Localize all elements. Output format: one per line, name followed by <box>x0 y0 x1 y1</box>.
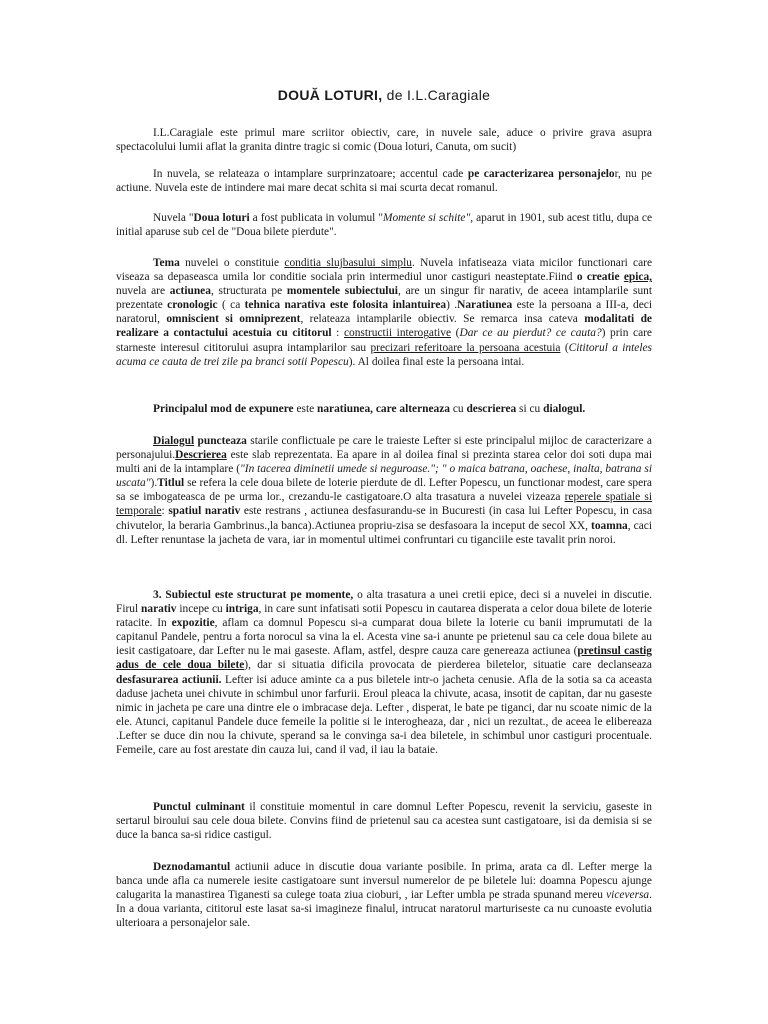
paragraph-dialogul <box>116 434 652 547</box>
text: , relateaza intamplarile obiectiv. Se remarca insa cateva <box>300 313 585 326</box>
text: incepe cu <box>176 603 226 616</box>
text: r, nu pe actiune. Nuvela este de intindere mai mare decat schita si mai scurta decat romanul. <box>116 168 652 195</box>
text-bold: naratiunea, care alterneaza <box>317 403 450 415</box>
paragraph-publicare <box>116 211 652 239</box>
text: , caci dl. Lefter renuntase la jacheta de vara, iar in momentul ultimei confruntari cu tiganciile este tavalit prin noroi. <box>116 519 653 546</box>
text: : <box>331 327 344 340</box>
text: actiunii aduce in discutie doua variante posibile. In prima, arata ca dl. Lefter merge la banca unde afla ca numerele iesite castigatoare sunt inversul numerelor de pe biletele lui: doamna Popescu ajunge calugarita la manastirea Tiganesti sa culege toata ziua cioburi, , iar Lefter umbla pe strada spunand mereu <box>116 861 652 902</box>
text: ( <box>451 327 460 340</box>
text-bold-underline: epica, <box>623 271 652 284</box>
paragraph-deznodamant <box>116 860 652 930</box>
text: a fost publicata in volumul " <box>249 212 383 224</box>
text-bold: Principalul mod de expunere <box>153 403 294 415</box>
paragraph-punct-culminant <box>116 800 652 842</box>
text-underline: precizari referitoare la persoana acestuia <box>370 341 561 354</box>
title-author: de I.L.Caragiale <box>382 87 491 103</box>
text: ) prin care starneste interesul cititorului asupra intamplarilor sau <box>116 327 652 354</box>
text: nuvelei o constituie <box>179 257 285 269</box>
text: si cu <box>516 403 544 415</box>
text: se refera la cele doua bilete de loterie pierdute de dl. Lefter Popescu, un functionar modest, care spera sa se imbogateasca de pe urma lor., crezandu-le castigatoare.O alta trasatura a nuvelei vizeaza <box>116 477 652 504</box>
document-title <box>0 86 768 104</box>
text: ). Al doilea final este la persoana intai. <box>348 355 525 368</box>
title-main: DOUĂ LOTURI, <box>277 87 383 103</box>
paragraph-intro <box>116 126 652 154</box>
text-bold: Tema <box>153 257 180 269</box>
text-bold: toamna <box>591 519 628 532</box>
text: Nuvela " <box>153 212 194 224</box>
text-bold: Titlul <box>157 477 185 490</box>
paragraph-subiect <box>116 588 652 757</box>
text: starile conflictuale pe care le traieste Lefter si este principalul mijloc de caracterizare a personajului. <box>116 435 652 462</box>
text-bold: 3. Subiectul este structurat pe momente, <box>153 589 354 601</box>
paragraph-nuvela <box>116 167 652 195</box>
text: ), dar si situatia dificila provocata de pierderea biletelor, situatie care declanseaza <box>244 659 652 672</box>
text-bold: Doua loturi <box>193 212 250 224</box>
text-bold: actiunea <box>169 285 211 298</box>
text-underline: constructii interogative <box>343 327 452 340</box>
text-bold: descrierea <box>466 403 517 415</box>
text-bold: dialogul. <box>543 403 586 415</box>
text: ) . <box>446 299 458 312</box>
text-bold: Punctul culminant <box>153 801 245 813</box>
text: . Nuvela infatiseaza viata micilor functionari care viseaza sa depaseasca umila lor conditie sociala prin intermediul unor castiguri neasteptate.Fiind <box>116 257 653 284</box>
text-bold: desfasurarea actiunii. <box>116 673 222 686</box>
text: este restrans , actiunea desfasurandu-se in Bucuresti (in casa lui Lefter Popescu, in casa chivutelor, la beraria Gambrinus.,la banca).Actiunea propriu-zisa se desfasoara la inceput de secol XX, <box>116 505 652 532</box>
text: il constituie momentul in care domnul Lefter Popescu, revenit la serviciu, gaseste in sertarul biroului sau cele doua bilete. Convins fiind de prietenul sau ca acestea sunt castigatoare, isi da demisia si se duce la banca sa-si ridice castigul. <box>116 801 652 842</box>
text-bold: momentele subiectului <box>286 285 398 298</box>
text-bold: spatiul narativ <box>168 505 241 518</box>
text-bold: pe caracterizarea personajelo <box>467 168 615 180</box>
text: : <box>161 505 169 518</box>
text: , structurata pe <box>210 285 287 298</box>
text-bold: Deznodamantul <box>153 861 231 873</box>
text-italic: Momente si schite" <box>382 212 471 224</box>
text-bold: expozitie <box>171 617 215 630</box>
text-bold: modalitati de realizare a contactului acestuia cu cititorul <box>116 313 652 340</box>
text-bold: intriga <box>225 603 259 616</box>
text: . In a doua varianta, cititorul este lasat sa-si imagineze finalul, intrucat naratorul marturiseste ca nu cunoaste evolutia ulterioara a personajelor sale. <box>116 889 652 930</box>
text-bold: o creatie <box>576 271 624 284</box>
text-italic: "In tacerea diminetii umede si neguroase."; " o maica batrana, oachese, inalta, batrana si uscata" <box>116 463 652 490</box>
text: , are un singur fir narativ, de aceea intamplarile sunt prezentate <box>116 285 652 312</box>
text: , in care sunt infatisati sotii Popescu in cautarea disperata a celor doua bilete de loterie ratacite. In <box>116 603 652 630</box>
text-underline: conditia slujbasului simplu <box>284 257 412 269</box>
text-bold-underline: pretinsul castig adus de cele doua bilete <box>116 645 652 672</box>
text: cu <box>449 403 467 415</box>
text-underline: reperele spatiale si temporale <box>116 491 652 518</box>
text: Lefter isi aduce aminte ca a pus biletele intr-o jacheta cenusie. Afla de la sotia sa ca aceasta daduse jacheta unei chivute in schimbul unor farfurii. Eroul pleaca la chivute, acasa, insotit de capitan, dar nu gaseste nimic in jacheta pe care una dintre ele o imbracase deja. Lefter , disperat, le bate pe tiganci, dar nu scoate nimic de la ele. Atunci, capitanul Pandele duce femeile la politie si le interogheaza, dar , nici un rezultat., de aceea le elibereaza .Lefter se duce din nou la chivute, sperand sa le convinga sa-i dea biletele, in schimbul unor castiguri procentuale. Femeile, care au fost arestate din cauza lui, cand il vad, il iau la bataie. <box>116 673 652 757</box>
text-bold: omniscient si omniprezent <box>166 313 301 326</box>
text-italic: Dar ce au pierdut? ce cauta? <box>459 327 602 340</box>
paragraph-tema <box>116 256 652 369</box>
text: ( <box>560 341 569 354</box>
text: este la persoana a III-a, deci naratorul, <box>116 299 652 326</box>
text-italic: Cititorul a inteles acuma ce cauta de trei zile pa branci sotii Popescu <box>116 341 652 368</box>
text: este <box>293 403 318 415</box>
text-bold-underline: Dialogul <box>153 435 195 447</box>
text-bold: puncteaza <box>194 435 247 447</box>
paragraph-mod-expunere <box>116 402 652 416</box>
text-italic: viceversa <box>606 889 650 902</box>
text: , aparut in 1901, sub acest titlu, dupa ce initial aparuse sub cel de "Doua bilete pierdute". <box>116 212 652 239</box>
text-bold-underline: Descrierea <box>175 449 227 462</box>
text-bold: tehnica narativa este folosita inlantuirea <box>244 299 447 312</box>
text: nuvela are <box>116 285 170 298</box>
text: ( ca <box>217 299 245 312</box>
text: , aflam ca domnul Popescu si-a cumparat doua bilete la loterie cu banii imprumutati de la capitanul Pandele, pentru a forta norocul sa vina la el. Acesta vine sa-i anunte pe prietenul sau ca cele doua bilete au iesit castigatoare, dar Lefter nu le mai gaseste. Aflam, astfel, despre cauza care genereaza actiunea ( <box>116 617 652 658</box>
text: ). <box>150 477 158 490</box>
text: I.L.Caragiale este primul mare scriitor obiectiv, care, in nuvele sale, aduce o privire grava asupra spectacolului lumii aflat la granita dintre tragic si comic (Doua loturi, Canuta, om sucit) <box>116 127 652 154</box>
text-bold: narativ <box>141 603 177 616</box>
text: o alta trasatura a unei cretii epice, deci si a nuvelei in discutie. Firul <box>116 589 652 616</box>
text-bold: Naratiunea <box>457 299 513 312</box>
text: este slab reprezentata. Ea apare in al doilea final si prezinta starea celor doi soti dupa mai multi ani de la intamplare ( <box>116 449 652 476</box>
text: In nuvela, se relateaza o intamplare surprinzatoare; accentul cade <box>153 168 468 180</box>
text-bold: cronologic <box>167 299 218 312</box>
